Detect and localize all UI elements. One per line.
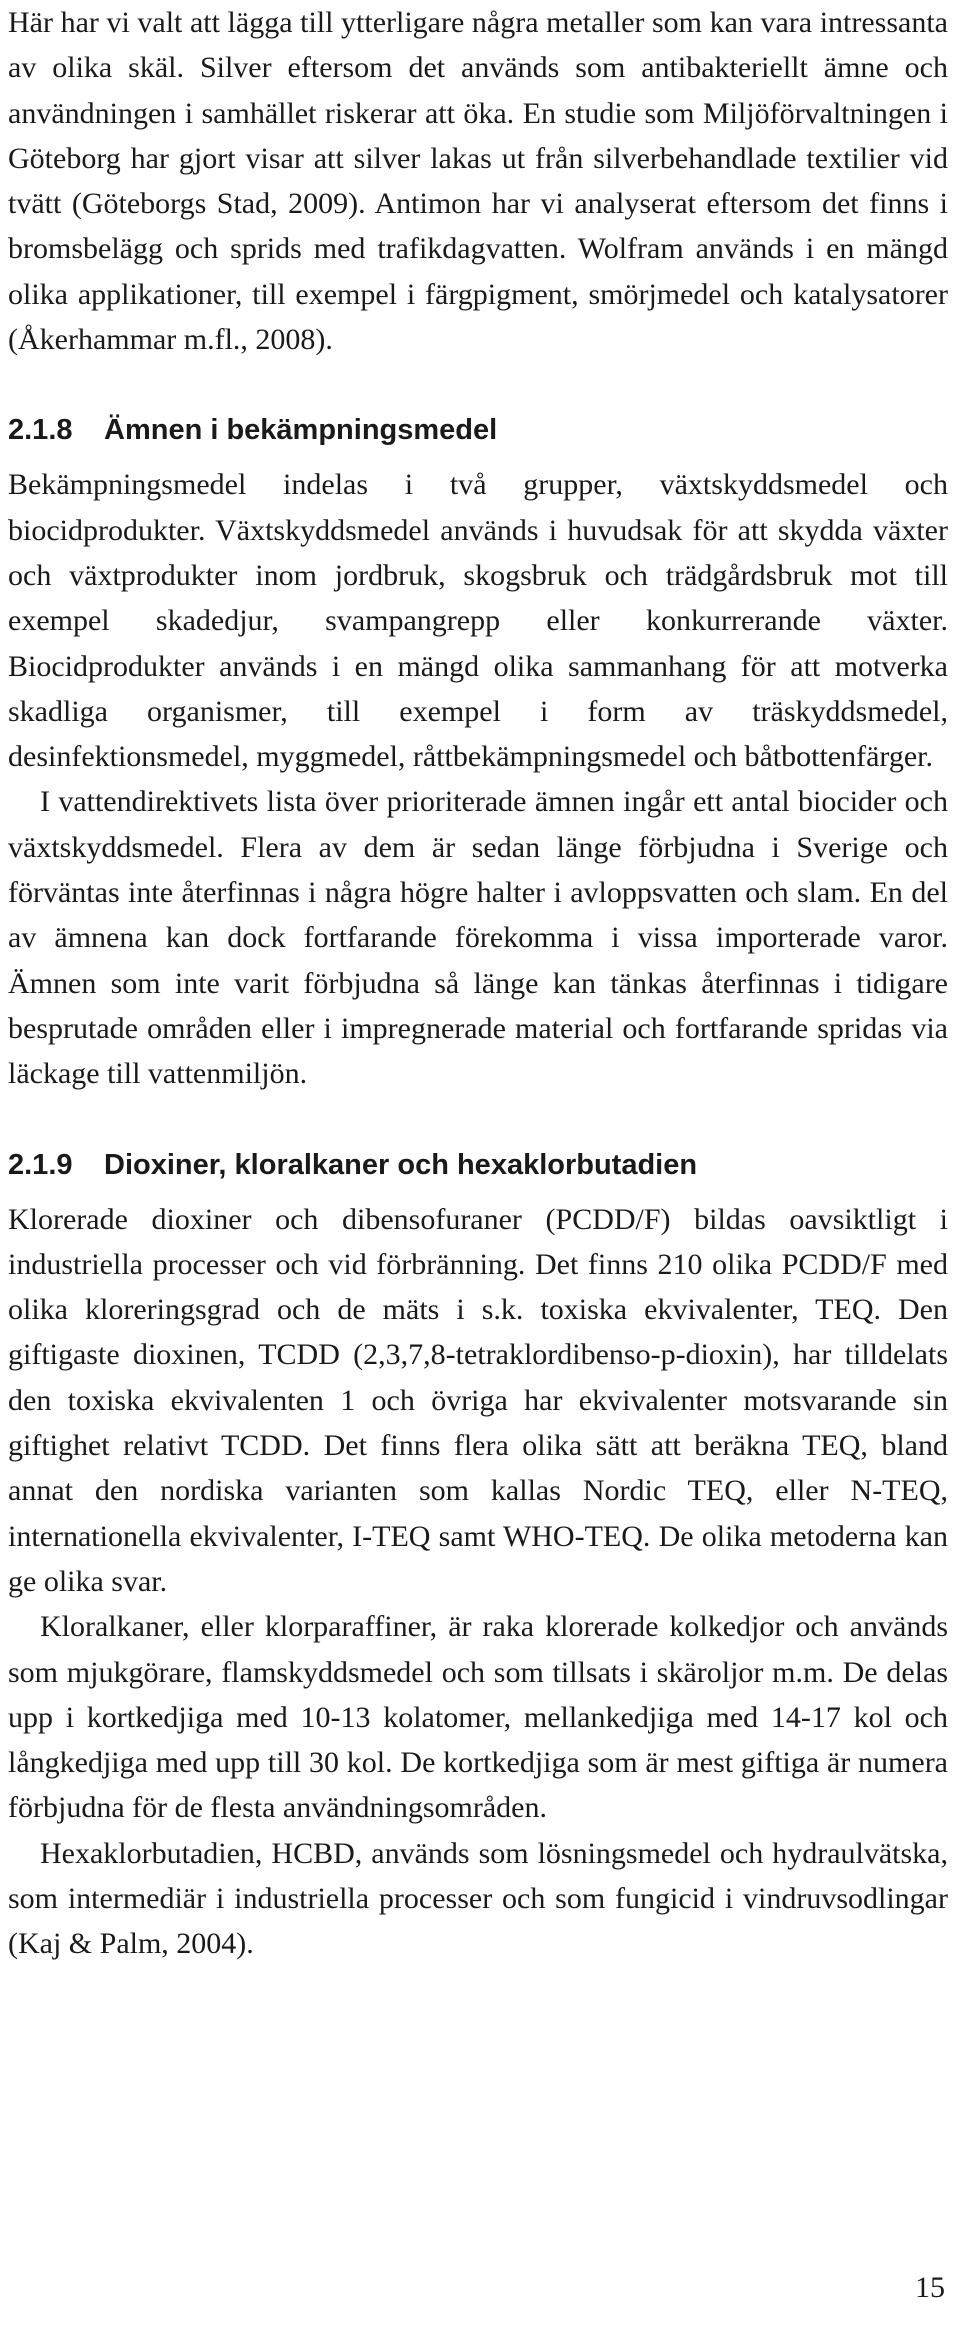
section-number: 2.1.8 (8, 414, 73, 447)
section-number: 2.1.9 (8, 1148, 73, 1181)
section-paragraph: Hexaklorbutadien, HCBD, används som lösningsmedel och hydraulvätska, som intermediär i industriella processer och som fungicid i vindruvsodlingar (Kaj & Palm, 2004). (8, 1836, 948, 1961)
section-paragraph: Bekämpningsmedel indelas i två grupper, växtskyddsmedel och biocidprodukter. Växtskyddsmedel används i huvudsak för att skydda växter och växtprodukter inom jordbruk, skogsbruk och trädgårdsbruk mot till exempel skadedjur, svampangrepp eller konkurrerande växter. Biocidprodukter används i en mängd olika sammanhang för att motverka skadliga organismer, till exempel i form av träskyddsmedel, desinfektionsmedel, myggmedel, råttbekämpningsmedel och båtbottenfärger. (8, 468, 948, 774)
section-paragraph: I vattendirektivets lista över prioriterade ämnen ingår ett antal biocider och växtskyddsmedel. Flera av dem är sedan länge förbjudna i Sverige och förväntas inte återfinnas i några högre halter i avloppsvatten och slam. En del av ämnena kan dock fortfarande förekomma i vissa importerade varor. Ämnen som inte varit förbjudna så länge kan tänkas återfinnas i tidigare besprutade områden eller i impregnerade material och fortfarande spridas via läckage till vattenmiljön. (8, 785, 948, 1091)
section-2-1-9 (8, 1143, 948, 1967)
section-2-1-8 (8, 408, 948, 1096)
page-number: 15 (915, 2271, 945, 2304)
intro-paragraph: Här har vi valt att lägga till ytterligare några metaller som kan vara intressanta av olika skäl. Silver eftersom det används som antibakteriellt ämne och användningen i samhället riskerar att öka. En studie som Miljöförvaltningen i Göteborg har gjort visar att silver lakas ut från silverbehandlade textilier vid tvätt (Göteborgs Stad, 2009). Antimon har vi analyserat eftersom det finns i bromsbelägg och sprids med trafikdagvatten. Wolfram används i en mängd olika applikationer, till exempel i färgpigment, smörjmedel och katalysatorer (Åkerhammar m.fl., 2008). (8, 6, 948, 357)
section-title: Ämnen i bekämpningsmedel (104, 414, 498, 447)
section-title: Dioxiner, kloralkaner och hexaklorbutadien (104, 1148, 698, 1181)
document-page (8, 0, 948, 1967)
section-heading (8, 1143, 948, 1187)
section-heading (8, 408, 948, 452)
section-paragraph: Klorerade dioxiner och dibensofuraner (PCDD/F) bildas oavsiktligt i industriella processer och vid förbränning. Det finns 210 olika PCDD/F med olika kloreringsgrad och de mäts i s.k. toxiska ekvivalenter, TEQ. Den giftigaste dioxinen, TCDD (2,3,7,8-tetraklordibenso-p-dioxin), har tilldelats den toxiska ekvivalenten 1 och övriga har ekvivalenter motsvarande sin giftighet relativt TCDD. Det finns flera olika sätt att beräkna TEQ, bland annat den nordiska varianten som kallas Nordic TEQ, eller N-TEQ, internationella ekvivalenter, I-TEQ samt WHO-TEQ. De olika metoderna kan ge olika svar. (8, 1202, 948, 1598)
section-paragraph: Kloralkaner, eller klorparaffiner, är raka klorerade kolkedjor och används som mjukgörare, flamskyddsmedel och som tillsats i skäroljor m.m. De delas upp i kortkedjiga med 10-13 kolatomer, mellankedjiga med 14-17 kol och långkedjiga med upp till 30 kol. De kortkedjiga som är mest giftiga är numera förbjudna för de flesta användningsområden. (8, 1610, 948, 1825)
